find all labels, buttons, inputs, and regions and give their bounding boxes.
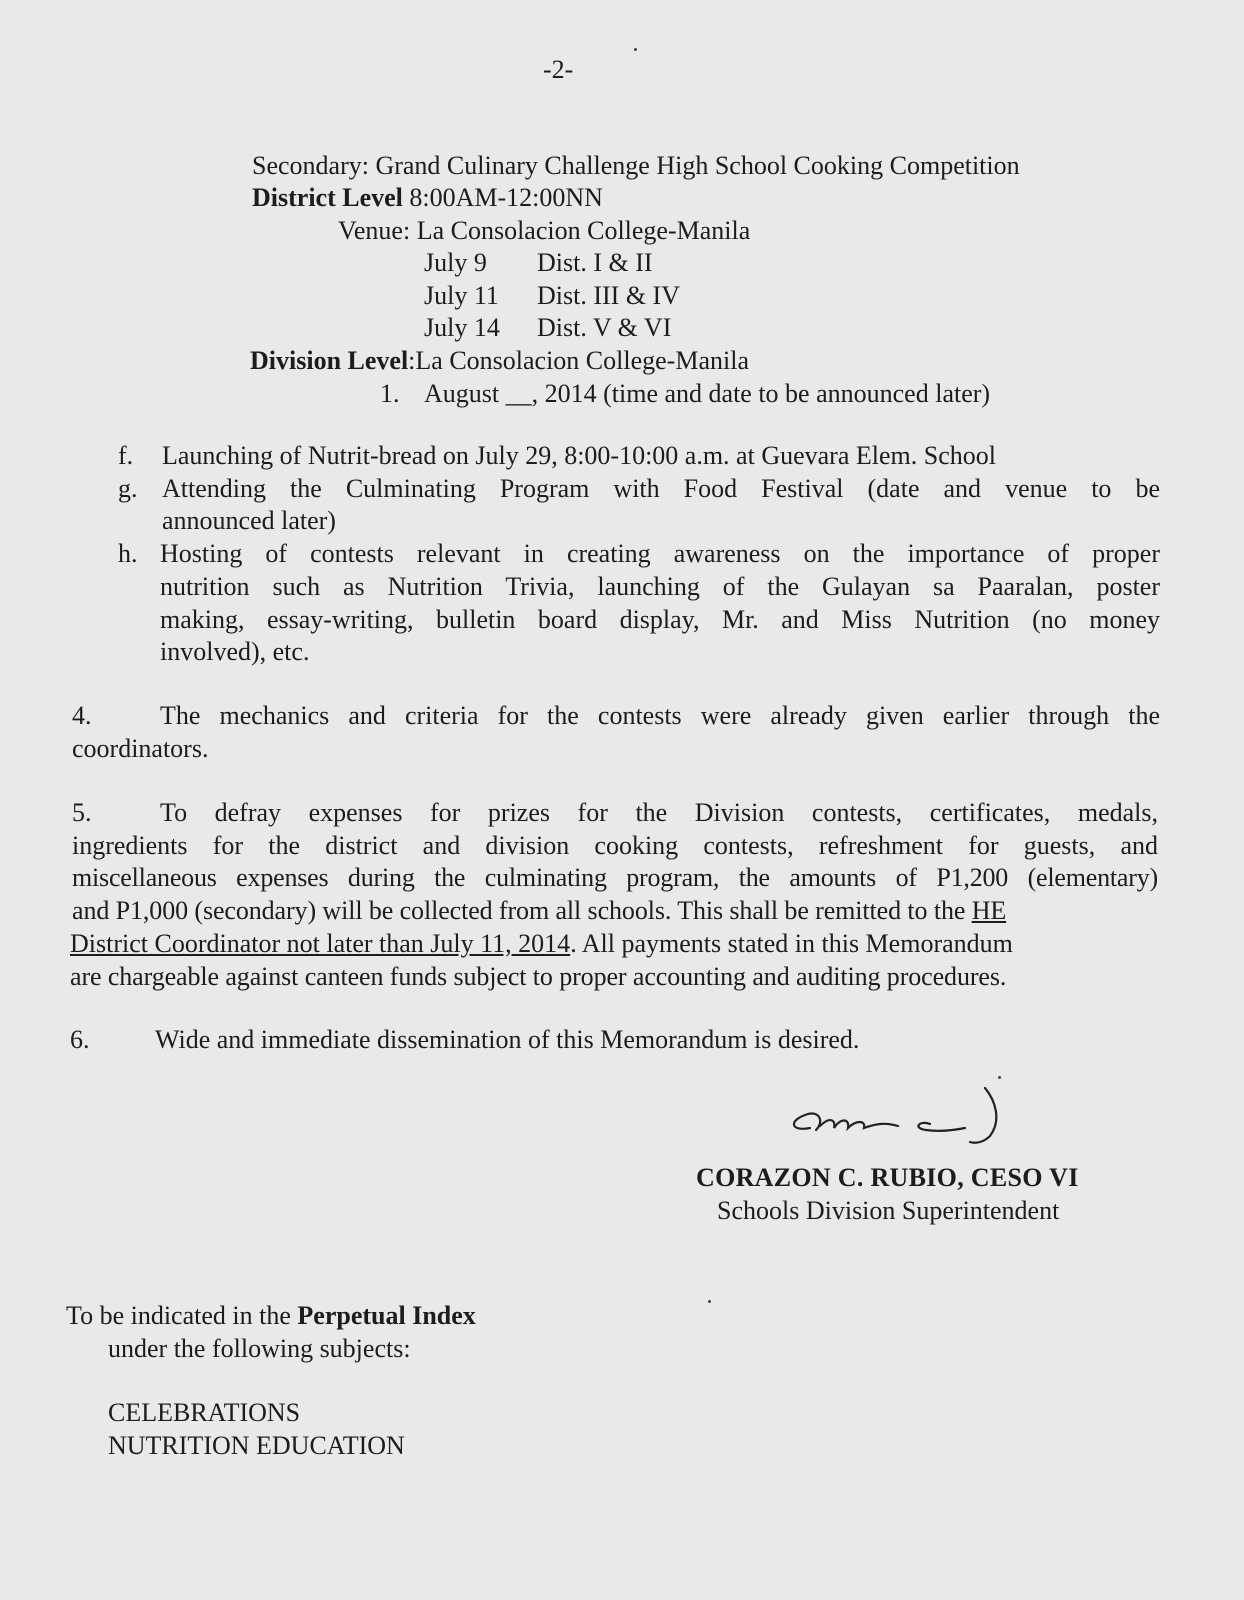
scan-speck: [998, 1076, 1001, 1079]
scan-speck: [708, 1300, 711, 1303]
schedule-district: Dist. V & VI: [537, 313, 672, 342]
schedule-date: July 14: [424, 313, 500, 342]
para6-text: Wide and immediate dissemination of this Memorandum is desired.: [155, 1025, 860, 1054]
division-item-number: 1.: [380, 379, 400, 408]
signatory-name: CORAZON C. RUBIO, CESO VI: [696, 1163, 1079, 1192]
deadline-underlined: District Coordinator not later than July 11, 2014: [70, 929, 571, 958]
district-level-line: [252, 182, 603, 214]
item-letter: g.: [118, 474, 138, 503]
schedule-date: July 9: [424, 248, 487, 277]
scan-speck: [634, 48, 637, 51]
signatory-title: Schools Division Superintendent: [717, 1196, 1060, 1225]
he-underlined: HE: [971, 896, 1007, 925]
district-level-time: 8:00AM-12:00NN: [402, 183, 603, 212]
item-letter: h.: [118, 539, 138, 568]
division-level-line: [250, 345, 749, 377]
division-item-text: August __, 2014 (time and date to be announced later): [424, 379, 991, 408]
item-letter: f.: [118, 441, 134, 470]
index-line: [66, 1300, 476, 1332]
para5-line: are chargeable against canteen funds subject to proper accounting and auditing procedures.: [70, 962, 1007, 991]
perpetual-index-label: Perpetual Index: [297, 1301, 476, 1330]
para-number: 4.: [72, 701, 92, 730]
item-f-text: Launching of Nutrit-bread on July 29, 8:00-10:00 a.m. at Guevara Elem. School: [162, 441, 996, 470]
para5-line: [70, 928, 1013, 960]
division-level-label: Division Level: [250, 346, 409, 375]
para5-line: ingredients for the district and division cooking contests, refreshment for guests, and: [72, 831, 1158, 860]
signature-mark: [780, 1080, 1020, 1160]
para5-line: To defray expenses for prizes for the Division contests, certificates, medals,: [160, 798, 1158, 827]
item-g-line: announced later): [162, 506, 336, 535]
item-h-line: Hosting of contests relevant in creating awareness on the importance of proper: [160, 539, 1160, 568]
para-number: 5.: [72, 798, 92, 827]
item-h-line: nutrition such as Nutrition Trivia, launching of the Gulayan sa Paaralan, poster: [160, 572, 1160, 601]
para5-line: [72, 895, 1158, 927]
secondary-title: Secondary: Grand Culinary Challenge High School Cooking Competition: [252, 151, 1020, 180]
para4-line: The mechanics and criteria for the contests were already given earlier through the: [160, 701, 1160, 730]
item-h-line: involved), etc.: [160, 637, 310, 666]
schedule-district: Dist. I & II: [537, 248, 653, 277]
index-line: under the following subjects:: [108, 1334, 411, 1363]
item-g-line: Attending the Culminating Program with Food Festival (date and venue to be: [162, 474, 1160, 503]
para5-text: and P1,000 (secondary) will be collected from all schools. This shall be remitted to the: [72, 896, 972, 925]
district-level-label: District Level: [252, 183, 403, 212]
index-subject: NUTRITION EDUCATION: [108, 1431, 405, 1460]
page-number: -2-: [543, 55, 574, 84]
index-text: To be indicated in the: [66, 1301, 298, 1330]
schedule-date: July 11: [424, 281, 499, 310]
item-h-line: making, essay-writing, bulletin board display, Mr. and Miss Nutrition (no money: [160, 605, 1160, 634]
para4-line: coordinators.: [72, 734, 209, 763]
index-subject: CELEBRATIONS: [108, 1398, 301, 1427]
division-level-venue: :La Consolacion College-Manila: [408, 346, 749, 375]
para-number: 6.: [70, 1025, 90, 1054]
schedule-district: Dist. III & IV: [537, 281, 680, 310]
venue-line: Venue: La Consolacion College-Manila: [338, 216, 751, 245]
para5-text: . All payments stated in this Memorandum: [570, 929, 1013, 958]
para5-line: miscellaneous expenses during the culminating program, the amounts of P1,200 (elementary): [72, 863, 1158, 892]
